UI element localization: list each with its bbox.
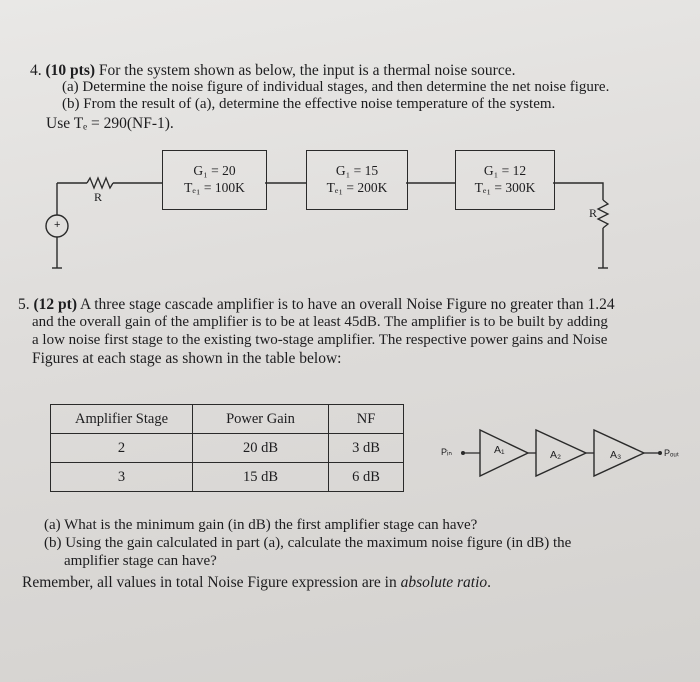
stage3-to-load-wire xyxy=(553,183,603,200)
pout-label: Pₒᵤₜ xyxy=(664,448,680,458)
amp-a1-label: A₁ xyxy=(494,444,505,456)
problem4-part-a: (a) Determine the noise figure of individual stages, and then determine the net noise figure. xyxy=(62,79,610,95)
problem5-remember xyxy=(22,574,491,592)
load-resistor-label: R xyxy=(589,206,598,220)
problem5-part-b-1: (b) Using the gain calculated in part (a), calculate the maximum noise figure (in dB) the xyxy=(44,535,572,551)
cell-gain: 20 dB xyxy=(193,434,329,463)
problem5-text-1: A three stage cascade amplifier is to have an overall Noise Figure no greater than 1.24 xyxy=(80,296,615,313)
stage-spec-table xyxy=(50,404,404,492)
source-resistor-symbol xyxy=(87,178,113,188)
table-header-row xyxy=(51,405,404,434)
cell-stage: 3 xyxy=(51,463,193,492)
col-header-gain: Power Gain xyxy=(193,405,329,434)
cell-nf: 3 dB xyxy=(329,434,404,463)
problem4-points: (10 pts) xyxy=(45,62,96,79)
problem4-number: 4. xyxy=(30,62,42,79)
stage2-temp: Tₑ₁ = 200K xyxy=(326,180,388,195)
pin-label: Pᵢₙ xyxy=(441,447,453,457)
remember-prefix: Remember, all values in total Noise Figure expression are in xyxy=(22,574,401,591)
stage2-gain: G₁ = 15 xyxy=(335,163,379,178)
table-row xyxy=(51,463,404,492)
problem5-text-3: a low noise first stage to the existing two-stage amplifier. The respective power gains and Noise xyxy=(32,332,608,348)
problem5-text-4: Figures at each stage as shown in the table below: xyxy=(32,350,342,367)
remember-suffix: . xyxy=(487,574,492,591)
stage3-temp: Tₑ₁ = 300K xyxy=(474,180,536,195)
stage3-block xyxy=(455,150,555,210)
problem5-line1 xyxy=(18,296,615,314)
problem5-points: (12 pt) xyxy=(33,296,77,313)
load-resistor-symbol xyxy=(598,200,608,228)
problem4-use-note: Use Tₑ = 290(NF-1). xyxy=(46,115,174,132)
problem5-part-b-2: amplifier stage can have? xyxy=(64,553,217,569)
stage1-temp: Tₑ₁ = 100K xyxy=(184,180,245,195)
pout-dot xyxy=(658,451,662,455)
cell-nf: 6 dB xyxy=(329,463,404,492)
col-header-nf: NF xyxy=(329,405,404,434)
stage1-block xyxy=(162,150,267,210)
remember-emphasis: absolute ratio xyxy=(400,574,488,591)
amp-a3-label: A₃ xyxy=(610,449,622,461)
stage2-block xyxy=(306,150,408,210)
cell-gain: 15 dB xyxy=(193,463,329,492)
problem4-intro: For the system shown as below, the input is a thermal noise source. xyxy=(98,62,516,79)
amp-a2-label: A₂ xyxy=(550,449,562,461)
problem5-number: 5. xyxy=(18,296,30,313)
col-header-stage: Amplifier Stage xyxy=(51,405,193,434)
problem4-part-b: (b) From the result of (a), determine the effective noise temperature of the system. xyxy=(62,96,556,112)
cell-stage: 2 xyxy=(51,434,193,463)
stage3-gain: G₁ = 12 xyxy=(483,163,527,178)
pin-dot xyxy=(461,451,465,455)
source-plus-sign: + xyxy=(54,219,61,231)
source-resistor-label: R xyxy=(94,190,103,204)
stage1-gain: G₁ = 20 xyxy=(193,163,236,178)
table-row xyxy=(51,434,404,463)
problem5-part-a: (a) What is the minimum gain (in dB) the first amplifier stage can have? xyxy=(44,517,478,533)
problem5-text-2: and the overall gain of the amplifier is to be at least 45dB. The amplifier is to be built by adding xyxy=(32,314,608,330)
